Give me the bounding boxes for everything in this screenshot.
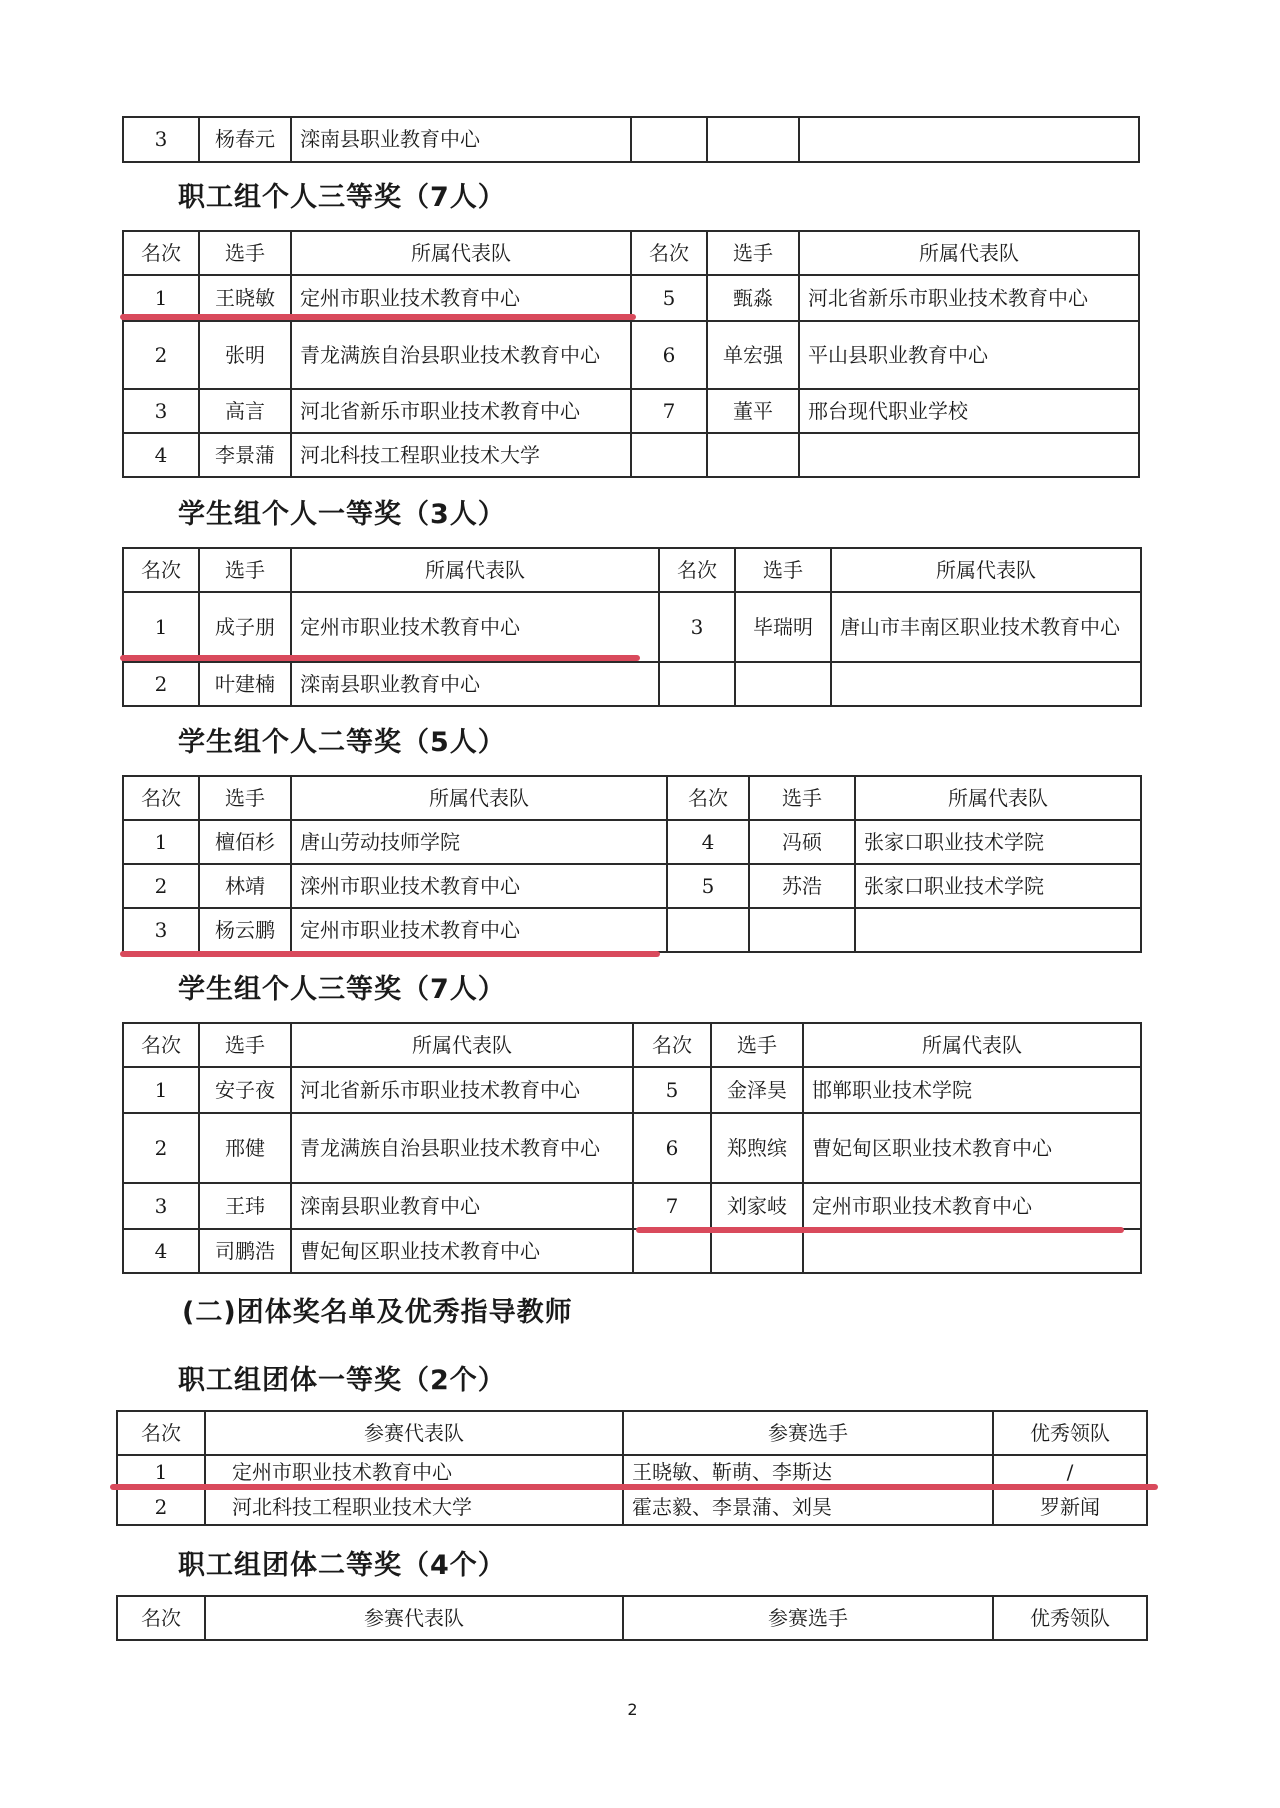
table-row	[123, 1183, 1141, 1229]
team-cell: 唐山市丰南区职业技术教育中心	[831, 592, 1141, 662]
empty-cell	[633, 1229, 711, 1273]
empty-cell	[707, 433, 799, 477]
rank-cell: 2	[123, 662, 199, 706]
player-cell: 王晓敏	[199, 275, 291, 321]
rank-cell: 1	[123, 820, 199, 864]
empty-cell	[831, 662, 1141, 706]
team-cell: 河北省新乐市职业技术教育中心	[291, 1067, 633, 1113]
player-cell: 邢健	[199, 1113, 291, 1183]
table-header-row	[123, 776, 1141, 820]
team-cell: 河北科技工程职业技术大学	[205, 1489, 623, 1525]
team-cell: 平山县职业教育中心	[799, 321, 1139, 389]
table-header-row	[123, 548, 1141, 592]
player-cell: 司鹏浩	[199, 1229, 291, 1273]
table-row	[123, 820, 1141, 864]
team-cell: 定州市职业技术教育中心	[291, 592, 659, 662]
header-rank: 名次	[123, 548, 199, 592]
header-player: 选手	[199, 776, 291, 820]
rank-cell: 6	[633, 1113, 711, 1183]
players-cell: 霍志毅、李景蒲、刘昊	[623, 1489, 993, 1525]
header-rank: 名次	[123, 231, 199, 275]
player-cell: 高言	[199, 389, 291, 433]
rank-cell: 5	[667, 864, 749, 908]
player-cell: 张明	[199, 321, 291, 389]
rank-cell: 6	[631, 321, 707, 389]
team-cell: 河北科技工程职业技术大学	[291, 433, 631, 477]
award-table	[122, 775, 1142, 953]
award-table	[122, 1022, 1142, 1274]
team-cell: 邢台现代职业学校	[799, 389, 1139, 433]
rank-cell: 1	[117, 1455, 205, 1489]
table-row	[123, 321, 1139, 389]
table-header-row	[123, 1023, 1141, 1067]
table-row	[123, 1229, 1141, 1273]
table-row	[123, 864, 1141, 908]
rank-cell: 4	[123, 1229, 199, 1273]
table-row	[123, 117, 1139, 162]
header-team: 所属代表队	[291, 231, 631, 275]
empty-cell	[799, 433, 1139, 477]
header-leader: 优秀领队	[993, 1411, 1147, 1455]
table-header-row	[123, 231, 1139, 275]
header-rank: 名次	[667, 776, 749, 820]
header-team: 所属代表队	[291, 548, 659, 592]
team-cell: 青龙满族自治县职业技术教育中心	[291, 321, 631, 389]
table-row	[123, 1113, 1141, 1183]
player-cell: 刘家岐	[711, 1183, 803, 1229]
player-cell: 冯硕	[749, 820, 855, 864]
team-award-table	[116, 1595, 1148, 1641]
highlight-underline	[120, 314, 636, 320]
rank-cell: 2	[123, 864, 199, 908]
header-player: 选手	[749, 776, 855, 820]
highlight-underline	[120, 655, 640, 661]
rank-cell: 2	[123, 1113, 199, 1183]
player-cell: 金泽昊	[711, 1067, 803, 1113]
empty-cell	[667, 908, 749, 952]
rank-cell: 4	[667, 820, 749, 864]
rank-cell: 3	[123, 389, 199, 433]
header-rank: 名次	[659, 548, 735, 592]
empty-cell	[735, 662, 831, 706]
leader-cell: /	[993, 1455, 1147, 1489]
section-heading: 职工组团体一等奖（2个）	[178, 1365, 506, 1396]
table-row	[123, 433, 1139, 477]
empty-cell	[749, 908, 855, 952]
rank-cell: 3	[123, 117, 199, 162]
header-player: 选手	[199, 548, 291, 592]
award-table	[122, 547, 1142, 707]
table-row	[123, 908, 1141, 952]
team-cell: 定州市职业技术教育中心	[803, 1183, 1141, 1229]
player-cell: 林靖	[199, 864, 291, 908]
header-team: 所属代表队	[291, 776, 667, 820]
header-player: 选手	[735, 548, 831, 592]
player-cell: 安子夜	[199, 1067, 291, 1113]
player-cell: 叶建楠	[199, 662, 291, 706]
table-row	[117, 1489, 1147, 1525]
table-row	[123, 662, 1141, 706]
rank-cell: 2	[123, 321, 199, 389]
team-cell: 滦南县职业教育中心	[291, 1183, 633, 1229]
rank-cell: 4	[123, 433, 199, 477]
section-heading: 学生组个人二等奖（5人）	[178, 727, 506, 758]
page-number: 2	[627, 1700, 638, 1719]
team-cell: 定州市职业技术教育中心	[291, 908, 667, 952]
header-rank: 名次	[123, 776, 199, 820]
team-cell: 河北省新乐市职业技术教育中心	[799, 275, 1139, 321]
header-rank: 名次	[631, 231, 707, 275]
team-cell: 滦南县职业教育中心	[291, 662, 659, 706]
rank-cell: 1	[123, 1067, 199, 1113]
header-player: 选手	[199, 1023, 291, 1067]
header-rank: 名次	[123, 1023, 199, 1067]
header-player: 选手	[707, 231, 799, 275]
team-cell: 唐山劳动技师学院	[291, 820, 667, 864]
team-cell: 滦州市职业技术教育中心	[291, 864, 667, 908]
rank-cell: 1	[123, 592, 199, 662]
team-cell: 张家口职业技术学院	[855, 864, 1141, 908]
team-cell: 曹妃甸区职业技术教育中心	[291, 1229, 633, 1273]
header-team: 所属代表队	[855, 776, 1141, 820]
player-cell: 杨云鹏	[199, 908, 291, 952]
highlight-underline	[110, 1484, 1158, 1490]
rank-cell: 5	[631, 275, 707, 321]
team-award-table	[116, 1410, 1148, 1526]
highlight-underline	[636, 1227, 1124, 1233]
header-group-team: 参赛代表队	[205, 1596, 623, 1640]
player-cell: 董平	[707, 389, 799, 433]
team-cell: 邯郸职业技术学院	[803, 1067, 1141, 1113]
section-heading: 职工组个人三等奖（7人）	[178, 182, 506, 213]
table-row	[123, 1067, 1141, 1113]
header-team: 所属代表队	[831, 548, 1141, 592]
rank-cell: 7	[633, 1183, 711, 1229]
empty-cell	[711, 1229, 803, 1273]
player-cell: 成子朋	[199, 592, 291, 662]
section-heading: (二)团体奖名单及优秀指导教师	[182, 1297, 573, 1328]
players-cell: 王晓敏、靳萌、李斯达	[623, 1455, 993, 1489]
highlight-underline	[120, 951, 660, 957]
player-cell: 郑煦缤	[711, 1113, 803, 1183]
team-cell: 青龙满族自治县职业技术教育中心	[291, 1113, 633, 1183]
leader-cell: 罗新闻	[993, 1489, 1147, 1525]
rank-cell: 3	[659, 592, 735, 662]
header-team: 所属代表队	[291, 1023, 633, 1067]
empty-cell	[799, 117, 1139, 162]
header-group-players: 参赛选手	[623, 1596, 993, 1640]
table-row	[123, 592, 1141, 662]
rank-cell: 1	[123, 275, 199, 321]
team-cell: 定州市职业技术教育中心	[205, 1455, 623, 1489]
empty-cell	[659, 662, 735, 706]
header-rank: 名次	[117, 1411, 205, 1455]
table-continuation	[122, 116, 1140, 163]
team-cell: 定州市职业技术教育中心	[291, 275, 631, 321]
team-cell: 曹妃甸区职业技术教育中心	[803, 1113, 1141, 1183]
empty-cell	[631, 117, 707, 162]
header-group-players: 参赛选手	[623, 1411, 993, 1455]
player-cell: 李景蒲	[199, 433, 291, 477]
table-row	[123, 389, 1139, 433]
player-cell: 单宏强	[707, 321, 799, 389]
player-cell: 毕瑞明	[735, 592, 831, 662]
award-table	[122, 230, 1140, 478]
header-team: 所属代表队	[799, 231, 1139, 275]
header-player: 选手	[199, 231, 291, 275]
empty-cell	[707, 117, 799, 162]
header-group-team: 参赛代表队	[205, 1411, 623, 1455]
section-heading: 学生组个人一等奖（3人）	[178, 499, 506, 530]
empty-cell	[803, 1229, 1141, 1273]
rank-cell: 7	[631, 389, 707, 433]
player-cell: 王玮	[199, 1183, 291, 1229]
player-cell: 杨春元	[199, 117, 291, 162]
rank-cell: 3	[123, 1183, 199, 1229]
player-cell: 檀佰杉	[199, 820, 291, 864]
player-cell: 甄淼	[707, 275, 799, 321]
section-heading: 职工组团体二等奖（4个）	[178, 1550, 506, 1581]
table-header-row	[117, 1596, 1147, 1640]
header-team: 所属代表队	[803, 1023, 1141, 1067]
header-leader: 优秀领队	[993, 1596, 1147, 1640]
header-player: 选手	[711, 1023, 803, 1067]
rank-cell: 5	[633, 1067, 711, 1113]
empty-cell	[631, 433, 707, 477]
team-cell: 滦南县职业教育中心	[291, 117, 631, 162]
table-header-row	[117, 1411, 1147, 1455]
section-heading: 学生组个人三等奖（7人）	[178, 974, 506, 1005]
team-cell: 河北省新乐市职业技术教育中心	[291, 389, 631, 433]
header-rank: 名次	[117, 1596, 205, 1640]
rank-cell: 3	[123, 908, 199, 952]
team-cell: 张家口职业技术学院	[855, 820, 1141, 864]
empty-cell	[855, 908, 1141, 952]
player-cell: 苏浩	[749, 864, 855, 908]
header-rank: 名次	[633, 1023, 711, 1067]
rank-cell: 2	[117, 1489, 205, 1525]
